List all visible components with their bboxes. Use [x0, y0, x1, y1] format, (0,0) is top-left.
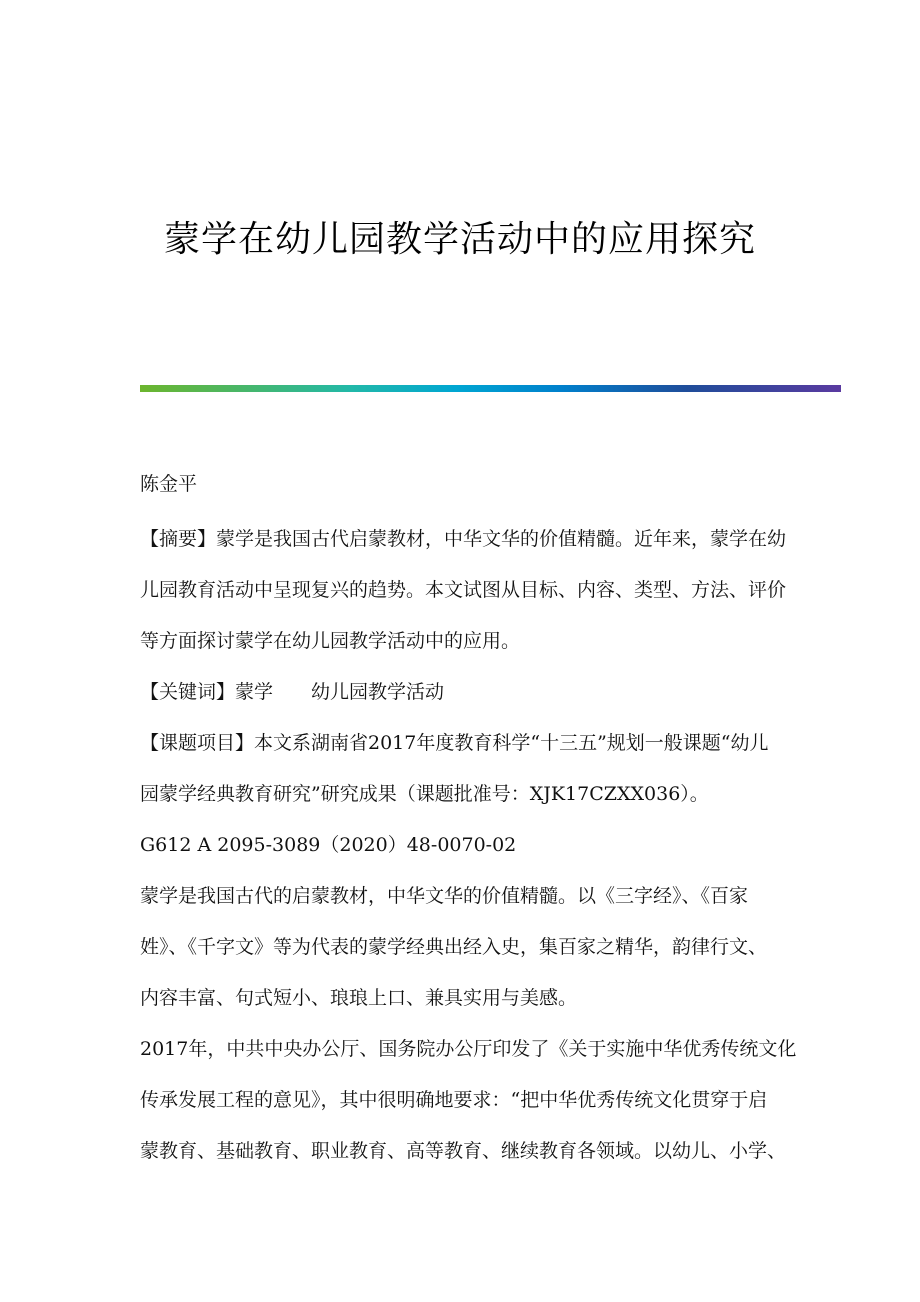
text-line: 姓》、《千字文》等为代表的蒙学经典出经入史，集百家之精华，韵律行文、 [140, 936, 768, 958]
text-line: 园蒙学经典教育研究”研究成果（课题批准号：XJK17CZXX036）。 [140, 783, 709, 805]
body-paragraph-2 [140, 1024, 840, 1177]
text-line: 2017年，中共中央办公厅、国务院办公厅印发了《关于实施中华优秀传统文化 [140, 1038, 797, 1060]
text-line: 蒙学是我国古代的启蒙教材，中华文华的价值精髓。以《三字经》、《百家 [140, 885, 749, 907]
keywords [140, 667, 840, 718]
project [140, 718, 840, 820]
text-line: G612 A 2095-3089（2020）48-0070-02 [140, 834, 517, 856]
text-line: 内容丰富、句式短小、琅琅上口、兼具实用与美感。 [140, 987, 578, 1009]
document-body [140, 459, 840, 1177]
text-line: 【课题项目】本文系湖南省2017年度教育科学“十三五”规划一般课题“幼儿 [140, 732, 769, 754]
classification [140, 820, 840, 871]
text-line: 【关键词】蒙学 幼儿园教学活动 [140, 681, 445, 703]
document-title: 蒙学在幼儿园教学活动中的应用探究 [163, 219, 756, 260]
text-line: 儿园教育活动中呈现复兴的趋势。本文试图从目标、内容、类型、方法、评价 [140, 579, 787, 601]
title-divider [140, 385, 841, 392]
text-line: 【摘要】蒙学是我国古代启蒙教材，中华文华的价值精髓。近年来，蒙学在幼 [140, 528, 787, 550]
author: 陈金平 [140, 473, 198, 495]
body-paragraph-1 [140, 871, 840, 1024]
text-line: 等方面探讨蒙学在幼儿园教学活动中的应用。 [140, 630, 521, 652]
abstract [140, 514, 840, 667]
text-line: 蒙教育、基础教育、职业教育、高等教育、继续教育各领域。以幼儿、小学、 [140, 1140, 787, 1162]
text-line: 传承发展工程的意见》，其中很明确地要求：“把中华优秀传统文化贯穿于启 [140, 1089, 768, 1111]
